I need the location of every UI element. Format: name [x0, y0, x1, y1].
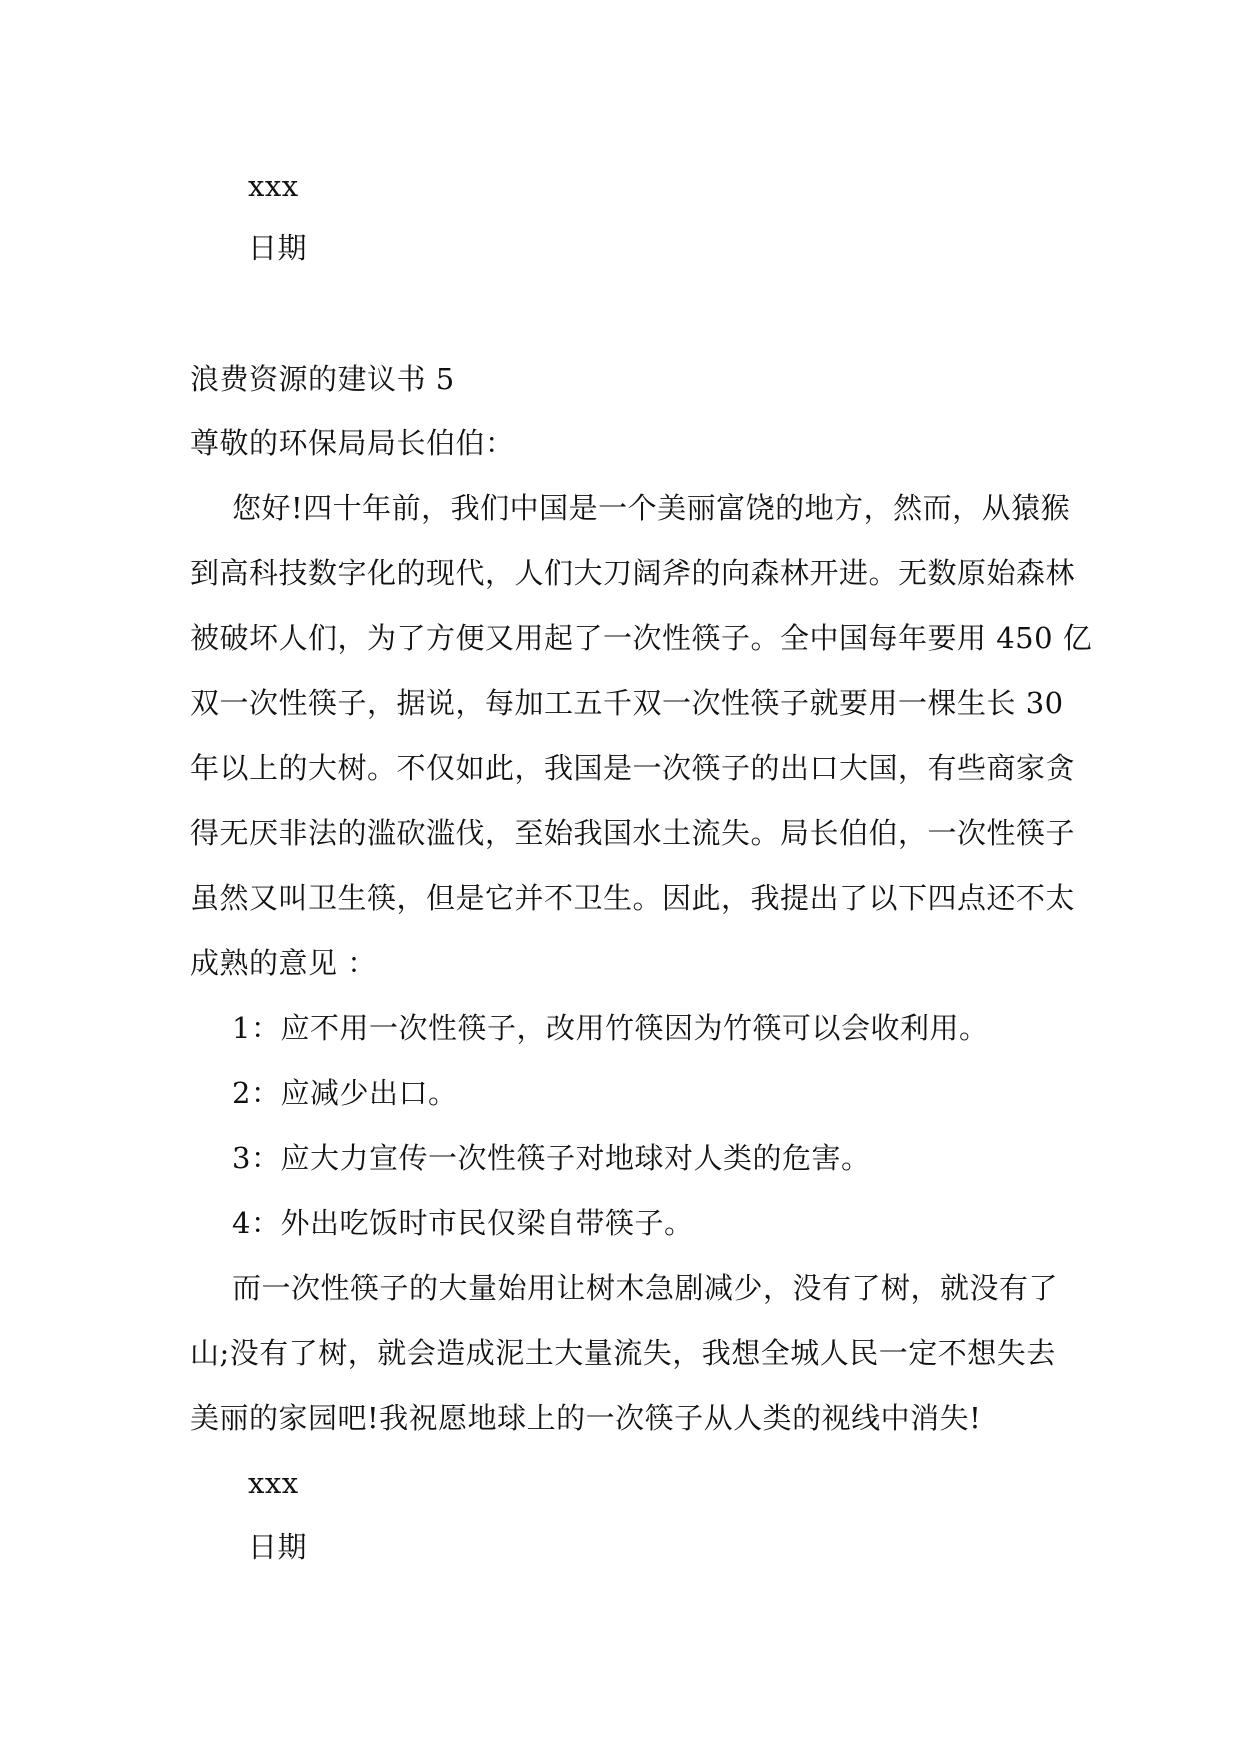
paragraph-line: 双一次性筷子，据说，每加工五千双一次性筷子就要用一棵生长 30 — [190, 686, 1064, 720]
suggestion-item: 4：外出吃饭时市民仅梁自带筷子。 — [232, 1206, 694, 1240]
suggestion-item: 1：应不用一次性筷子，改用竹筷因为竹筷可以会收利用。 — [232, 1011, 989, 1045]
letter-title: 浪费资源的建议书 5 — [190, 362, 455, 396]
paragraph-line: 成熟的意见 ： — [190, 946, 377, 980]
paragraph-line: 山;没有了树，就会造成泥土大量流失，我想全城人民一定不想失去 — [190, 1336, 1056, 1370]
top-signature-date: 日期 — [248, 231, 308, 265]
paragraph-line: 虽然又叫卫生筷，但是它并不卫生。因此，我提出了以下四点还不太 — [190, 881, 1076, 915]
paragraph-line: 得无厌非法的滥砍滥伐，至始我国水土流失。局长伯伯，一次性筷子 — [190, 816, 1076, 850]
paragraph-line: 被破坏人们，为了方便又用起了一次性筷子。全中国每年要用 450 亿 — [190, 621, 1093, 655]
suggestion-item: 2：应减少出口。 — [232, 1076, 458, 1110]
signature-date: 日期 — [248, 1530, 308, 1564]
paragraph-line: 年以上的大树。不仅如此，我国是一次筷子的出口大国，有些商家贪 — [190, 751, 1076, 785]
signature-author: xxx — [248, 1466, 299, 1500]
paragraph-line: 美丽的家园吧!我祝愿地球上的一次筷子从人类的视线中消失! — [190, 1401, 982, 1435]
paragraph-line: 到高科技数字化的现代，人们大刀阔斧的向森林开进。无数原始森林 — [190, 556, 1076, 590]
paragraph-line: 您好!四十年前，我们中国是一个美丽富饶的地方，然而，从猿猴 — [232, 491, 1071, 525]
suggestion-item: 3：应大力宣传一次性筷子对地球对人类的危害。 — [232, 1141, 871, 1175]
paragraph-line: 而一次性筷子的大量始用让树木急剧减少，没有了树，就没有了 — [232, 1271, 1059, 1305]
letter-salutation: 尊敬的环保局局长伯伯： — [190, 426, 515, 460]
top-signature-author: xxx — [248, 169, 299, 203]
